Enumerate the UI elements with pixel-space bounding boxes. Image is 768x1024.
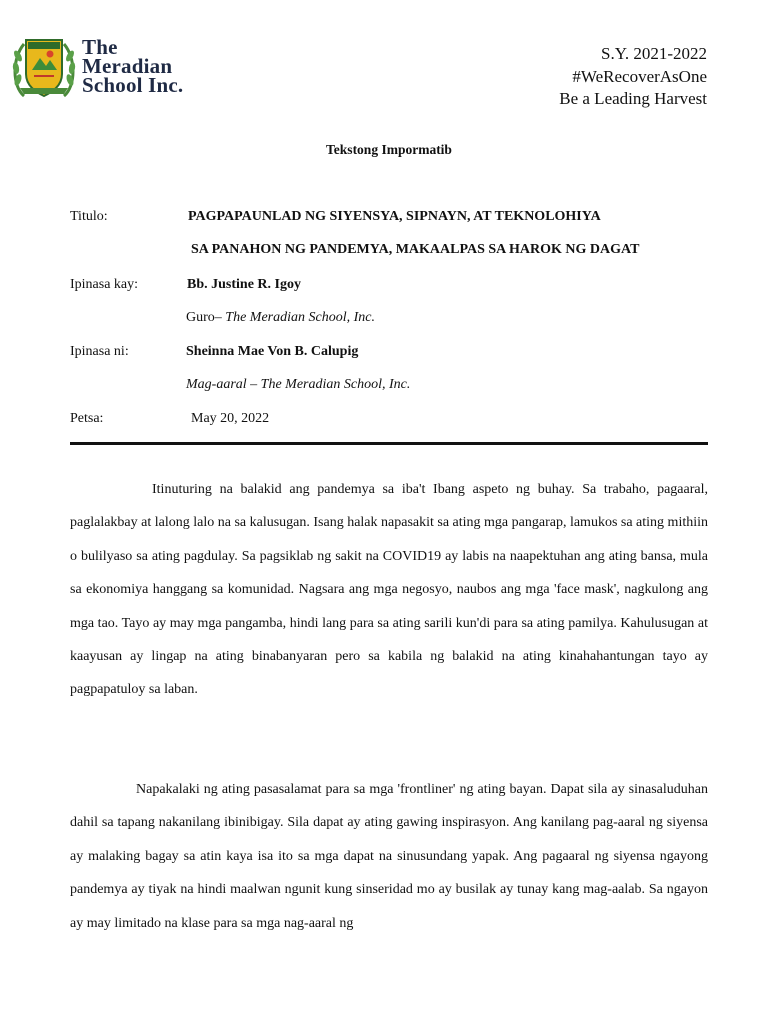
ipinasa-kay-label: Ipinasa kay:	[70, 277, 139, 292]
petsa-value: May 20, 2022	[191, 411, 270, 426]
titulo-line-2: SA PANAHON NG PANDEMYA, MAKAALPAS SA HAROK NG DAGAT	[191, 242, 640, 257]
school-name-line-3: School Inc.	[82, 73, 184, 97]
school-name-line-2: Meradian	[82, 54, 173, 78]
ipinasa-kay-name: Bb. Justine R. Igoy	[187, 277, 301, 292]
titulo-line-1: PAGPAPAUNLAD NG SIYENSYA, SIPNAYN, AT TEKNOLOHIYA	[188, 209, 601, 224]
petsa-label: Petsa:	[70, 411, 104, 426]
body-paragraph-2: Napakalaki ng ating pasasalamat para sa mga 'frontliner' ng ating bayan. Dapat sila ay sinasaluduhan dahil sa tapang nakanilang ibinibigay. Sila dapat ay ating gawing inspirasyon. Ang kanilang pag-aaral ng siyensa ay malaking bagay sa atin kaya isa ito sa mga dapat na sinusundang yapak. Ang pagaaral ng siyensa ngayong pandemya ay tiyak na hindi maalwan ngunit kung sinseridad mo ay busilak ay tunay kang mag-aalab. Sa ngayon ay may limitado na klase para sa mga nag-aaral ng	[70, 782, 708, 931]
titulo-label: Titulo:	[70, 209, 108, 224]
tagline: Be a Leading Harvest	[559, 89, 707, 108]
divider-line	[70, 442, 708, 445]
school-year: S.Y. 2021-2022	[601, 44, 707, 63]
school-logo	[10, 36, 78, 100]
document-type-heading: Tekstong Impormatib	[326, 142, 452, 157]
ipinasa-kay-role	[186, 310, 375, 326]
ipinasa-ni-role: Mag-aaral – The Meradian School, Inc.	[186, 377, 411, 392]
ipinasa-kay-role-text: Guro–	[186, 310, 222, 325]
school-name-line-1: The	[82, 35, 118, 59]
body-paragraph-1: Itinuturing na balakid ang pandemya sa iba't Ibang aspeto ng buhay. Sa trabaho, pagaaral, paglalakbay at lalong lalo na sa kalusugan. Isang halak napasakit sa ating mga pangarap, lamukos sa ating mithiin o bulilyaso sa ating pagdulay. Sa pagsiklab ng sakit na COVID19 ay labis na naapektuhan ang ating bansa, mula sa ekonomiya hanggang sa komunidad. Nagsara ang mga negosyo, naubos ang mga 'face mask', nagkulong ang mga tao. Tayo ay may mga pangamba, hindi lang para sa ating sarili kun'di para sa ating pamilya. Kahulusugan at kaayusan ay lingap na ating binabanyaran pero sa kabila ng balakid na ating kinahahantungan tayo ay pagpapatuloy sa laban.	[70, 482, 708, 698]
ipinasa-kay-school: The Meradian School, Inc.	[225, 310, 375, 325]
ipinasa-ni-label: Ipinasa ni:	[70, 344, 129, 359]
ipinasa-ni-name: Sheinna Mae Von B. Calupig	[186, 344, 359, 359]
hashtag: #WeRecoverAsOne	[572, 66, 707, 86]
header-right-block	[559, 43, 707, 111]
school-name	[82, 35, 184, 97]
